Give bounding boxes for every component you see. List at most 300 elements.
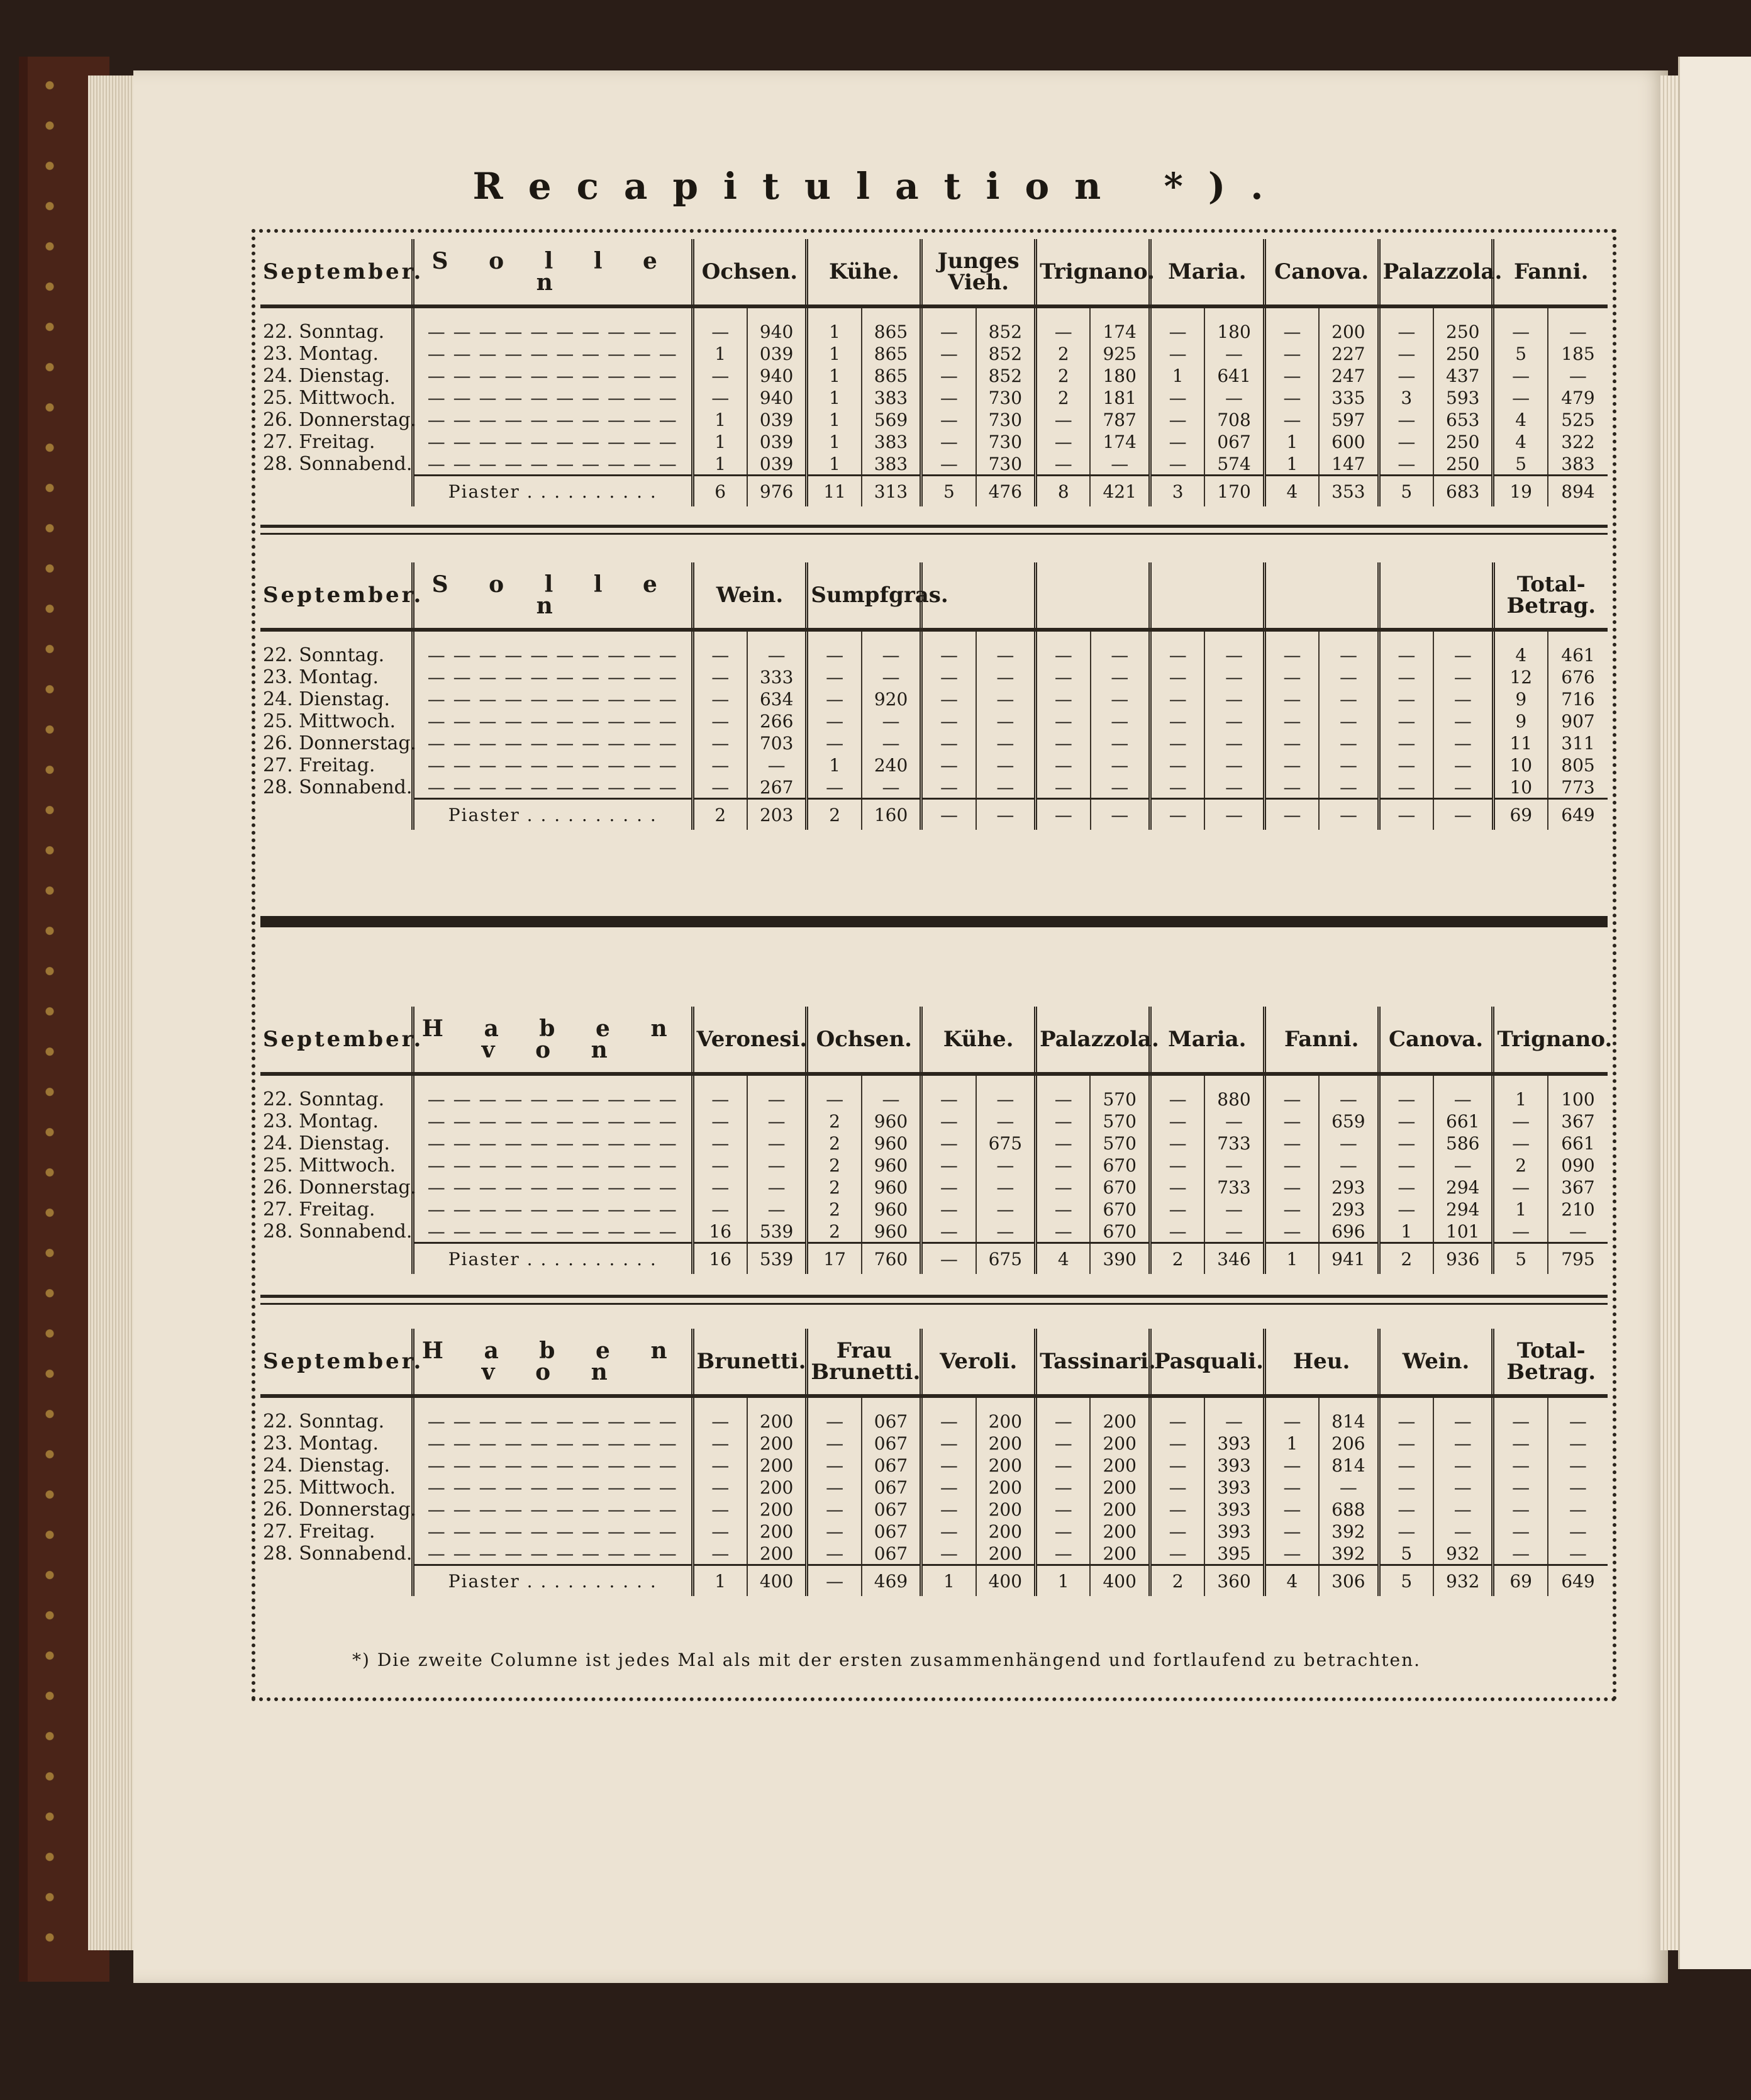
table-row [260, 1154, 1608, 1176]
table-cell: 570 [1090, 1110, 1150, 1132]
table-cell: 2 [807, 1110, 862, 1132]
column-header: Brunetti. [692, 1329, 807, 1396]
day-label: 25. Mittwoch. [263, 710, 396, 732]
table-cell: — [1264, 644, 1319, 666]
total-cell: 1 [692, 1565, 747, 1597]
table-cell: 907 [1548, 710, 1608, 732]
table-cell: 960 [862, 1154, 921, 1176]
day-label: 22. Sonntag. [263, 321, 385, 343]
table-cell: — [1548, 365, 1608, 387]
table-cell: — [921, 1176, 976, 1198]
ledger-table-1 [260, 239, 1608, 506]
total-cell: 4 [1036, 1243, 1091, 1275]
table-cell: — [692, 1198, 747, 1220]
table-cell: 1 [807, 343, 862, 365]
table-row [260, 732, 1608, 754]
table-cell: 10 [1493, 776, 1548, 799]
total-cell: 476 [976, 476, 1036, 507]
table-cell: 392 [1319, 1521, 1379, 1543]
table-cell: — [921, 1543, 976, 1565]
table-cell: — [692, 754, 747, 776]
table-cell: — [1493, 1410, 1548, 1433]
total-label: Piaster . . . . . . . . . . [413, 1243, 692, 1275]
table-cell: — [1264, 1198, 1319, 1220]
total-cell: — [1204, 799, 1264, 830]
total-cell: 400 [976, 1565, 1036, 1597]
ledger-table-2 [260, 562, 1608, 830]
column-header: Frau Brunetti. [807, 1329, 921, 1396]
table-cell: — [1036, 732, 1091, 754]
table-cell: — [921, 1521, 976, 1543]
table-cell: — [1379, 644, 1433, 666]
table-row [260, 431, 1608, 453]
table-cell: — [1493, 1499, 1548, 1521]
table-cell: — [747, 644, 807, 666]
table-cell: 880 [1204, 1088, 1264, 1110]
table-row [260, 321, 1608, 343]
table-cell: — [921, 1455, 976, 1477]
total-cell: 69 [1493, 1565, 1548, 1597]
table-cell: — [1150, 321, 1204, 343]
table-cell: 787 [1090, 409, 1150, 431]
day-label: 25. Mittwoch. [263, 1477, 396, 1499]
table-cell: 1 [807, 321, 862, 343]
table-cell: — [807, 1477, 862, 1499]
table-cell: 814 [1319, 1455, 1379, 1477]
table-cell: 2 [1036, 387, 1091, 409]
table-cell: 1 [1264, 431, 1319, 453]
table-row [260, 1455, 1608, 1477]
table-cell: — [1091, 732, 1150, 754]
table-cell: — [1433, 754, 1493, 776]
dash-filler: — — — — — — — — — — [413, 710, 692, 732]
table-cell: 670 [1090, 1198, 1150, 1220]
table-cell: — [1493, 1433, 1548, 1455]
column-header: Ochsen. [692, 239, 807, 306]
table-cell: 250 [1433, 321, 1493, 343]
table-cell: — [807, 1499, 862, 1521]
table-cell: — [1091, 666, 1150, 688]
table-cell: 039 [747, 431, 807, 453]
table-cell: 367 [1548, 1110, 1608, 1132]
column-header: Canova. [1264, 239, 1379, 306]
total-cell: — [1379, 799, 1433, 830]
table-cell: — [1091, 710, 1150, 732]
table-cell: — [1150, 1088, 1204, 1110]
total-row [260, 1243, 1608, 1275]
table-cell: — [1493, 321, 1548, 343]
table-cell: — [1493, 1110, 1548, 1132]
column-header: Tassinari. [1036, 1329, 1150, 1396]
table-cell: 200 [976, 1455, 1036, 1477]
table-cell: — [1379, 1410, 1433, 1433]
table-cell: 383 [1548, 453, 1608, 476]
dash-filler: — — — — — — — — — — [413, 387, 692, 409]
table-cell: — [1433, 1499, 1493, 1521]
total-cell: 5 [921, 476, 976, 507]
day-label: 24. Dienstag. [263, 688, 391, 710]
table-cell: 525 [1548, 409, 1608, 431]
table-cell: — [921, 1433, 976, 1455]
table-cell: — [807, 776, 862, 799]
table-cell: 1 [1493, 1088, 1548, 1110]
table-cell: 597 [1319, 409, 1379, 431]
table-cell: 688 [1319, 1499, 1379, 1521]
total-cell: — [921, 1243, 976, 1275]
table-cell: — [921, 1088, 976, 1110]
column-header: Palazzola. [1379, 239, 1493, 306]
table-cell: 067 [862, 1521, 921, 1543]
table-cell: 247 [1319, 365, 1379, 387]
total-cell: 69 [1493, 799, 1548, 830]
table-cell: — [1379, 409, 1433, 431]
table-cell: 730 [976, 431, 1036, 453]
table-cell: 333 [747, 666, 807, 688]
table-cell: 266 [747, 710, 807, 732]
table-cell: — [1204, 710, 1264, 732]
dash-filler: — — — — — — — — — — [413, 321, 692, 343]
table-cell: — [976, 666, 1036, 688]
table-cell: 670 [1090, 1176, 1150, 1198]
dash-filler: — — — — — — — — — — [413, 732, 692, 754]
table-cell: — [692, 688, 747, 710]
table-cell: 675 [976, 1132, 1036, 1154]
table-cell: — [1264, 1088, 1319, 1110]
day-label: 27. Freitag. [263, 754, 375, 776]
table-row [260, 666, 1608, 688]
table-cell: 101 [1433, 1220, 1493, 1243]
table-cell: — [807, 1455, 862, 1477]
table-row [260, 1110, 1608, 1132]
column-header: Veroli. [921, 1329, 1036, 1396]
dash-filler: — — — — — — — — — — [413, 1220, 692, 1243]
table-cell: — [976, 1220, 1036, 1243]
day-label: 25. Mittwoch. [263, 387, 396, 409]
table-cell: — [921, 1410, 976, 1433]
total-cell: 5 [1379, 476, 1433, 507]
column-header: Fanni. [1493, 239, 1608, 306]
table-cell: — [1036, 754, 1091, 776]
table-cell: — [692, 365, 747, 387]
table-cell: 814 [1319, 1410, 1379, 1433]
table-cell: — [747, 1176, 807, 1198]
table-cell: — [976, 776, 1036, 799]
column-header: Fanni. [1264, 1007, 1379, 1074]
table-cell: — [1433, 666, 1493, 688]
table-cell: — [1150, 710, 1205, 732]
table-row [260, 1433, 1608, 1455]
column-header [1379, 562, 1493, 630]
table-cell: — [692, 1088, 747, 1110]
day-label: 23. Montag. [263, 343, 379, 365]
table-cell: — [1548, 1543, 1608, 1565]
table-cell: 1 [1150, 365, 1204, 387]
table-cell: — [1150, 1132, 1204, 1154]
table-cell: — [692, 321, 747, 343]
table-cell: — [1433, 644, 1493, 666]
table-cell: 960 [862, 1110, 921, 1132]
table-cell: — [921, 1198, 976, 1220]
table-cell: — [1379, 1110, 1433, 1132]
table-cell: 067 [862, 1455, 921, 1477]
table-cell: — [1150, 1110, 1204, 1132]
table-cell: — [1264, 710, 1319, 732]
table-cell: — [1264, 1132, 1319, 1154]
table-cell: 200 [976, 1499, 1036, 1521]
table-cell: — [1548, 1499, 1608, 1521]
table-cell: 730 [976, 409, 1036, 431]
column-header: Ochsen. [807, 1007, 921, 1074]
day-label: 22. Sonntag. [263, 1088, 385, 1110]
total-cell: 2 [807, 799, 862, 830]
table-cell: — [1150, 1433, 1204, 1455]
table-cell: 200 [976, 1543, 1036, 1565]
table-cell: — [1264, 1154, 1319, 1176]
table-cell: — [1264, 365, 1319, 387]
table-cell: — [807, 1543, 862, 1565]
table-cell: — [862, 776, 921, 799]
table-cell: 200 [976, 1521, 1036, 1543]
table-cell: — [1150, 343, 1204, 365]
table-cell: 670 [1090, 1154, 1150, 1176]
day-label: 27. Freitag. [263, 431, 375, 453]
table-cell: 570 [1090, 1132, 1150, 1154]
dash-filler: — — — — — — — — — — [413, 1198, 692, 1220]
total-cell: — [807, 1565, 862, 1597]
table-cell: 5 [1379, 1543, 1433, 1565]
table-cell: — [1433, 1433, 1493, 1455]
day-label: 25. Mittwoch. [263, 1154, 396, 1176]
total-cell: — [976, 799, 1036, 830]
column-header [1264, 562, 1379, 630]
table-cell: 641 [1204, 365, 1264, 387]
table-row [260, 453, 1608, 476]
table-cell: — [976, 1198, 1036, 1220]
table-cell: — [921, 409, 976, 431]
table-cell: — [1150, 453, 1204, 476]
table-cell: 311 [1548, 732, 1608, 754]
total-cell: 941 [1319, 1243, 1379, 1275]
ledger-table-4 [260, 1329, 1608, 1596]
table-cell: — [921, 732, 976, 754]
total-cell: 1 [1264, 1243, 1319, 1275]
table-cell: — [862, 732, 921, 754]
table-cell: — [1036, 1110, 1091, 1132]
table-cell: 181 [1090, 387, 1150, 409]
table-cell: — [807, 688, 862, 710]
table-cell: — [1379, 666, 1433, 688]
table-cell: 653 [1433, 409, 1493, 431]
dash-filler: — — — — — — — — — — [413, 776, 692, 799]
table-cell: 661 [1433, 1110, 1493, 1132]
total-cell: 5 [1379, 1565, 1433, 1597]
table-cell: — [692, 710, 747, 732]
total-cell: 932 [1433, 1565, 1493, 1597]
table-cell: 067 [862, 1433, 921, 1455]
table-cell: — [1379, 1154, 1433, 1176]
table-cell: — [1204, 776, 1264, 799]
table-cell: 392 [1319, 1543, 1379, 1565]
table-cell: — [921, 710, 976, 732]
table-cell: — [862, 1088, 921, 1110]
total-cell: 19 [1493, 476, 1548, 507]
table-cell: — [1319, 732, 1379, 754]
table-cell: — [1150, 754, 1205, 776]
table-cell: — [1150, 1176, 1204, 1198]
table-cell: 174 [1090, 431, 1150, 453]
table-cell: 395 [1204, 1543, 1264, 1565]
table-cell: 865 [862, 321, 921, 343]
table-cell: 267 [747, 776, 807, 799]
table-cell: — [1091, 754, 1150, 776]
day-label: 22. Sonntag. [263, 644, 385, 666]
table-cell: — [1548, 1433, 1608, 1455]
table-cell: — [692, 1110, 747, 1132]
column-header [1036, 562, 1150, 630]
table-cell: 250 [1433, 431, 1493, 453]
gilt-border-ornament [42, 69, 58, 1963]
table-cell: 2 [807, 1198, 862, 1220]
table-cell: 200 [747, 1410, 807, 1433]
total-cell: — [1150, 799, 1205, 830]
table-cell: — [1264, 1220, 1319, 1243]
day-label: 28. Sonnabend. [263, 776, 413, 799]
table-cell: — [1204, 1110, 1264, 1132]
table-cell: — [1319, 754, 1379, 776]
table-cell: 730 [976, 453, 1036, 476]
table-cell: — [1204, 1154, 1264, 1176]
section-label: S o l l e n [413, 562, 692, 630]
table-cell: — [976, 754, 1036, 776]
table-row [260, 1521, 1608, 1543]
total-row [260, 1565, 1608, 1597]
table-row [260, 710, 1608, 732]
table-cell: 200 [976, 1410, 1036, 1433]
table-cell: — [1204, 1220, 1264, 1243]
total-cell: — [921, 799, 976, 830]
table-cell: — [1379, 453, 1433, 476]
table-cell: — [807, 732, 862, 754]
table-cell: 200 [1090, 1499, 1150, 1521]
dash-filler: — — — — — — — — — — [413, 343, 692, 365]
table-cell: — [1204, 343, 1264, 365]
table-cell: 1 [807, 453, 862, 476]
table-cell: — [1433, 1477, 1493, 1499]
table-cell: — [1264, 1455, 1319, 1477]
table-cell: 10 [1493, 754, 1548, 776]
table-cell: — [1379, 343, 1433, 365]
table-cell: 733 [1204, 1176, 1264, 1198]
total-cell: 469 [862, 1565, 921, 1597]
total-label: Piaster . . . . . . . . . . [413, 799, 692, 830]
table-cell: — [1433, 1088, 1493, 1110]
table-cell: 4 [1493, 644, 1548, 666]
total-cell: 795 [1548, 1243, 1608, 1275]
table-cell: — [1548, 1455, 1608, 1477]
table-cell: 180 [1204, 321, 1264, 343]
table-cell: — [1036, 776, 1091, 799]
table-cell: — [692, 1477, 747, 1499]
table-cell: — [1150, 431, 1204, 453]
section-label: H a b e n v o n [413, 1007, 692, 1074]
column-header: Total-Betrag. [1493, 1329, 1608, 1396]
table-cell: — [1493, 1477, 1548, 1499]
table-cell: 1 [807, 409, 862, 431]
day-label: 27. Freitag. [263, 1521, 375, 1543]
table-cell: — [1264, 1543, 1319, 1565]
table-cell: — [1379, 1433, 1433, 1455]
table-row [260, 644, 1608, 666]
page-edges-left [88, 75, 133, 1950]
table-cell: — [921, 666, 976, 688]
table-cell: — [1319, 1132, 1379, 1154]
dash-filler: — — — — — — — — — — [413, 1477, 692, 1499]
total-cell: 1 [921, 1565, 976, 1597]
table-cell: — [1091, 644, 1150, 666]
table-cell: 090 [1548, 1154, 1608, 1176]
table-cell: — [692, 1499, 747, 1521]
total-cell: 203 [747, 799, 807, 830]
table-cell: — [692, 1543, 747, 1565]
table-cell: 250 [1433, 453, 1493, 476]
table-row [260, 1543, 1608, 1565]
table-cell: — [1036, 1543, 1091, 1565]
table-cell: 2 [1036, 365, 1091, 387]
table-cell: — [1548, 321, 1608, 343]
table-cell: — [1150, 666, 1205, 688]
table-cell: — [1264, 1410, 1319, 1433]
table-cell: 920 [862, 688, 921, 710]
table-cell: 3 [1379, 387, 1433, 409]
table-cell: — [921, 1477, 976, 1499]
dash-filler: — — — — — — — — — — [413, 431, 692, 453]
table-cell: — [1493, 1176, 1548, 1198]
facing-page [1678, 57, 1751, 1969]
table-row [260, 1088, 1608, 1110]
total-cell: 894 [1548, 476, 1608, 507]
total-cell: 649 [1548, 799, 1608, 830]
table-cell: 9 [1493, 688, 1548, 710]
table-cell: 12 [1493, 666, 1548, 688]
table-cell: — [1493, 387, 1548, 409]
table-cell: 383 [862, 431, 921, 453]
table-cell: — [1379, 1132, 1433, 1154]
table-cell: 210 [1548, 1198, 1608, 1220]
table-cell: 634 [747, 688, 807, 710]
table-cell: — [1379, 1198, 1433, 1220]
table-cell: — [747, 1198, 807, 1220]
table-cell: 730 [976, 387, 1036, 409]
dash-filler: — — — — — — — — — — [413, 365, 692, 387]
table-cell: — [1036, 1455, 1091, 1477]
table-cell: — [807, 1433, 862, 1455]
table-cell: 852 [976, 365, 1036, 387]
table-cell: — [1379, 1088, 1433, 1110]
table-cell: — [1150, 387, 1204, 409]
table-cell: — [692, 776, 747, 799]
total-cell: 936 [1433, 1243, 1493, 1275]
table-cell: — [1204, 732, 1264, 754]
table-cell: 1 [807, 754, 862, 776]
table-cell: 1 [692, 343, 747, 365]
month-header: September. [260, 1329, 413, 1396]
table-cell: 200 [1090, 1433, 1150, 1455]
table-cell: — [1319, 710, 1379, 732]
table-cell: — [1091, 688, 1150, 710]
table-cell: 200 [747, 1477, 807, 1499]
day-label: 23. Montag. [263, 666, 379, 688]
table-cell: — [862, 666, 921, 688]
